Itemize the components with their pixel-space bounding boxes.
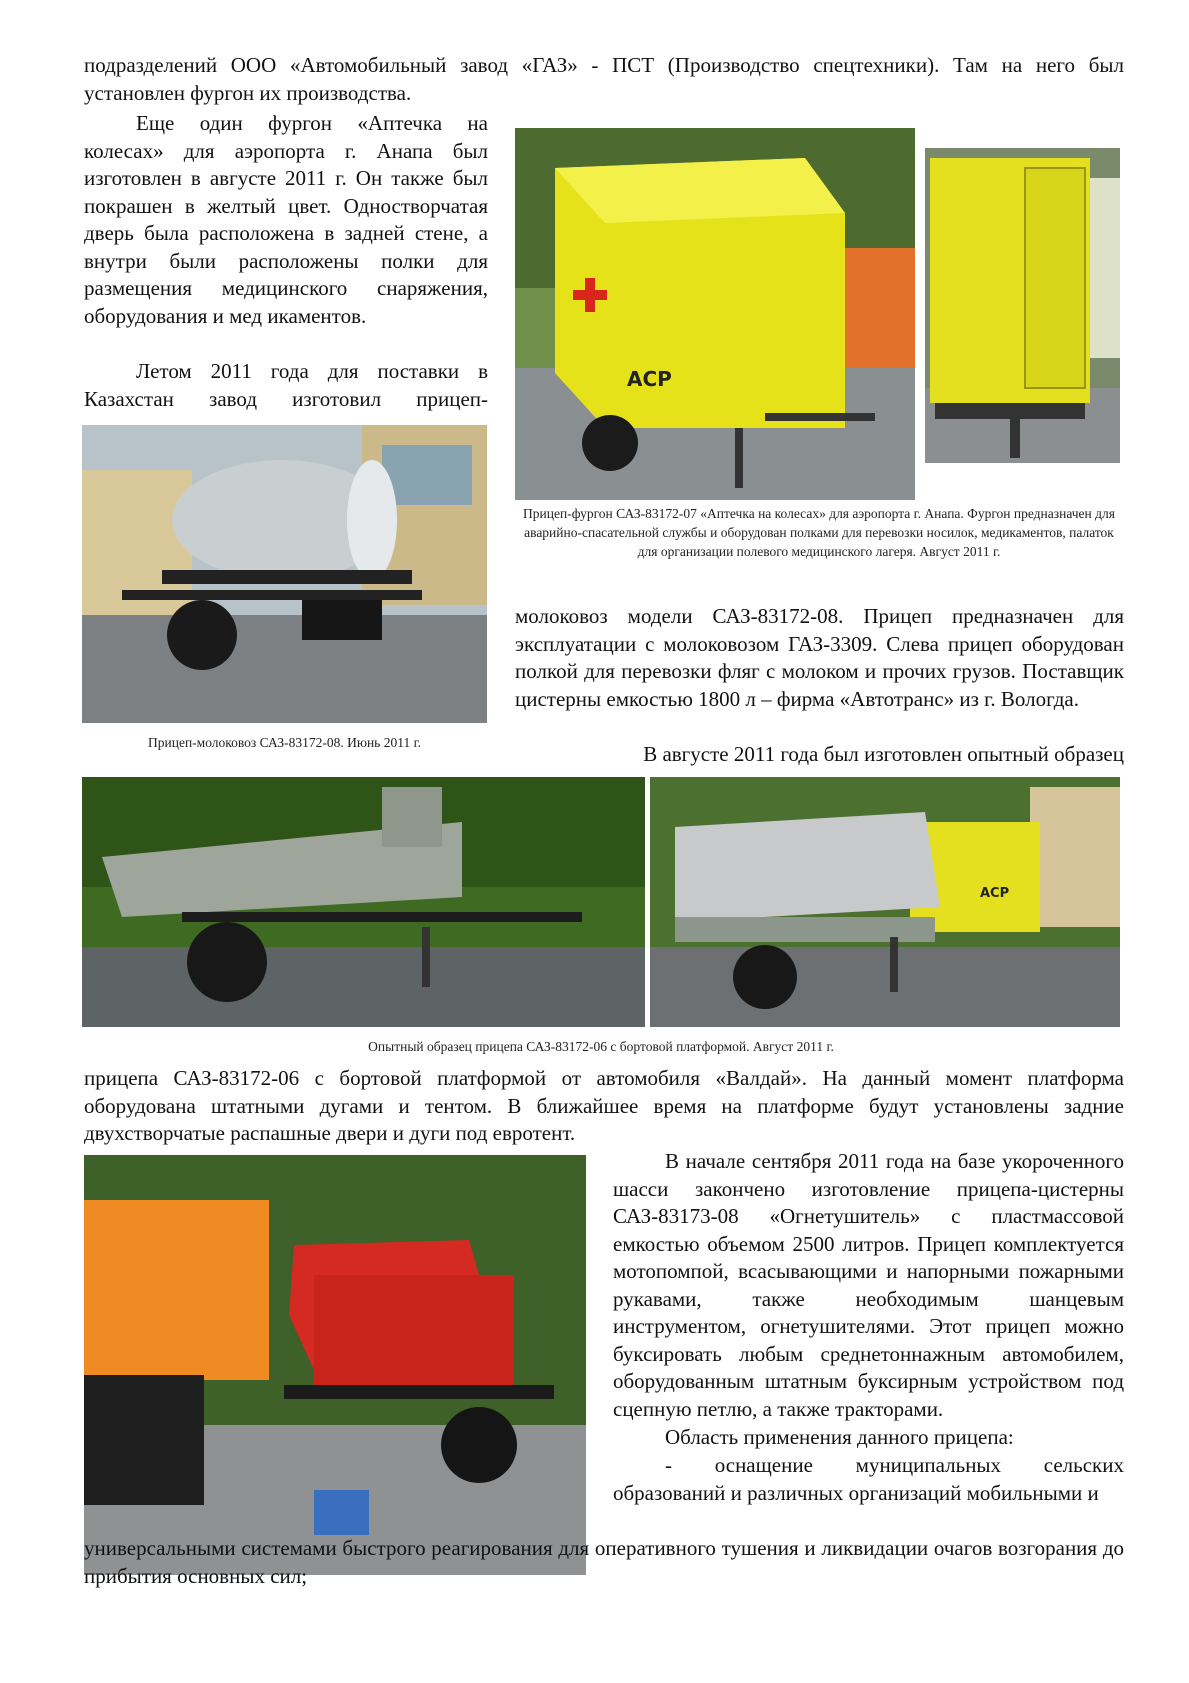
caption-platform: Опытный образец прицепа САЗ-83172-06 с бортовой платформой. Август 2011 г. [368,1039,834,1054]
paragraph-fire-trailer: В начале сентября 2011 года на базе укороченного шасси закончено изготовление прицепа-цистерны САЗ-83173-08 «Огнетушитель» с пластмассовой емкостью объемом 2500 литров. Прицеп комплектуется мотопомпой, всасывающими и напорными пожарными рукавами, также необходимым шанцевым инструментом, огнетушителями. Этот прицеп можно буксировать любым среднетоннажным автомобилем, оборудованным штатным буксирным устройством под сцепную петлю, а также тракторами. [613,1149,1124,1421]
photo-milk-tanker [82,425,487,723]
paragraph-kazakhstan: Летом 2011 года для поставки в Казахстан завод изготовил прицеп- [84,359,488,411]
paragraph-prototype-intro: В августе 2011 года был изготовлен опытный образец [643,742,1124,766]
acp-label: АСР [627,367,672,391]
top-paragraph: подразделений ООО «Автомобильный завод «ГАЗ» - ПСТ (Производство спецтехники). Там на него был установлен фургон их производства. [84,53,1124,105]
paragraph-platform: прицепа САЗ-83172-06 с бортовой платформой от автомобиля «Валдай». На данный момент платформа оборудована штатными дугами и тентом. В ближайшее время на платформе будут установлены задние двухстворчатые распашные двери и дуги под евротент. [84,1066,1124,1145]
svg-text:АСР: АСР [980,886,1010,901]
caption-milk-tanker: Прицеп-молоковоз САЗ-83172-08. Июнь 2011 г. [148,735,421,750]
photo-yellow-van-side [515,128,915,500]
photo-yellow-van-rear [925,148,1120,463]
paragraph-application: Область применения данного прицепа: [665,1425,1014,1449]
photo-platform-trailer [82,777,645,1027]
paragraph-apteka: Еще один фургон «Аптечка на колесах» для аэропорта г. Анапа был изготовлен в августе 2011 г. Он также был покрашен в желтый цвет. Одностворчатая дверь была расположена в задней стене, а внутри были расположены полки для размещения медицинского снаряжения, оборудования и мед икаментов. [84,111,488,328]
photo-fire-trailer [84,1155,586,1575]
paragraph-bottom: универсальными системами быстрого реагирования для оперативного тушения и ликвидации очагов возгорания до прибытия основных сил; [84,1536,1124,1588]
paragraph-milk-tanker: молоковоз модели САЗ-83172-08. Прицеп предназначен для эксплуатации с молоковозом ГАЗ-3309. Слева прицеп оборудован полкой для перевозки фляг с молоком и прочих грузов. Поставщик цистерны емкостью 1800 л – фирма «Автотранс» из г. Вологда. [515,604,1124,711]
photo-platform-tent [650,777,1120,1027]
caption-van: Прицеп-фургон САЗ-83172-07 «Аптечка на колесах» для аэропорта г. Анапа. Фургон предназначен для аварийно-спасательной службы и оборудован полками для перевозки носилок, медикаментов, палаток для организации полевого медицинского лагеря. Август 2011 г. [523,506,1115,559]
paragraph-application-item: - оснащение муниципальных сельских образований и различных организаций мобильными и [613,1453,1124,1505]
